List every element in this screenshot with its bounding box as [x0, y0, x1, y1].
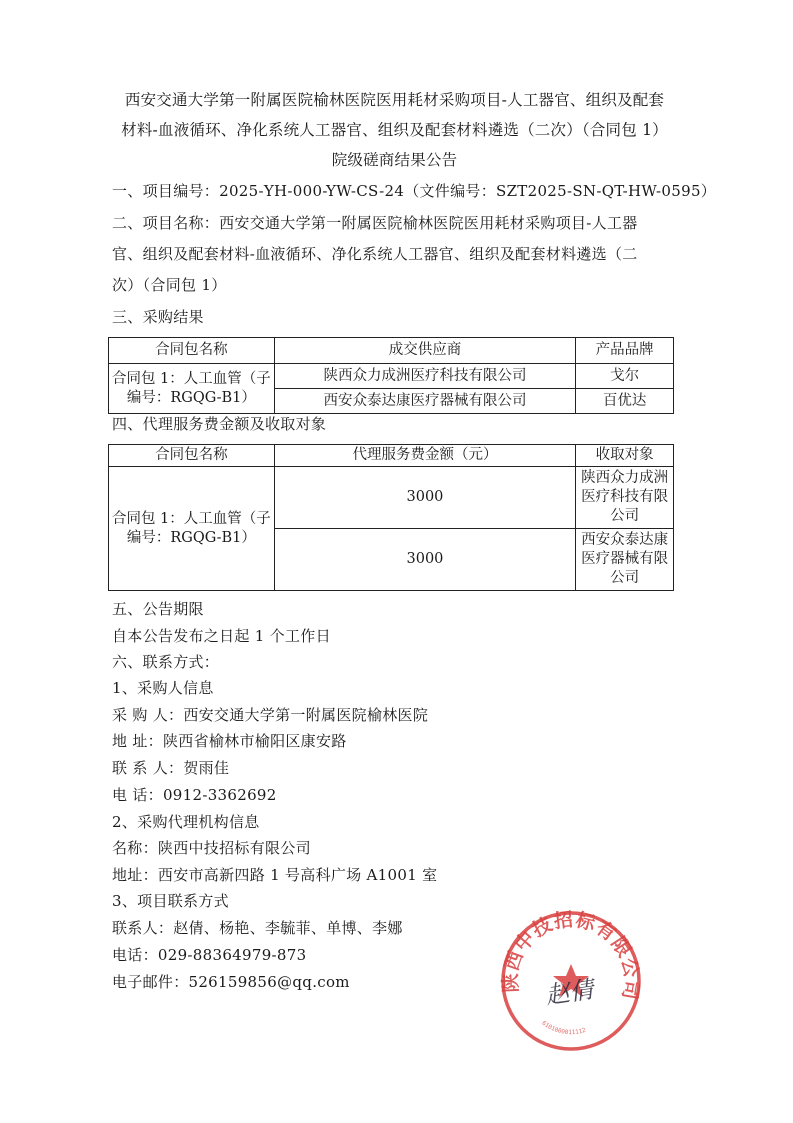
section-contact: 六、联系方式： — [112, 653, 220, 671]
project-phone: 电话：029-88364979-873 — [112, 946, 307, 964]
notice-period-text: 自本公告发布之日起 1 个工作日 — [112, 627, 331, 645]
agency-name: 名称：陕西中技招标有限公司 — [112, 839, 311, 857]
project-name-line-3: 次）（合同包 1） — [112, 276, 227, 294]
fee-header-amount: 代理服务费金额（元） — [274, 445, 575, 467]
results-package-cell: 合同包 1：人工血管（子编号：RGQG-B1） — [109, 364, 275, 414]
buyer-address: 地 址：陕西省榆林市榆阳区康安路 — [112, 732, 347, 750]
section-notice-period: 五、公告期限 — [112, 600, 204, 618]
project-contact-heading: 3、项目联系方式 — [112, 892, 229, 910]
svg-text:6101000011112 — [540, 1020, 587, 1037]
fee-package-cell: 合同包 1：人工血管（子编号：RGQG-B1） — [109, 467, 275, 591]
signature: 赵倩 — [543, 975, 596, 1010]
section-procurement-result: 三、采购结果 — [112, 308, 204, 326]
fee-table — [108, 444, 674, 591]
fee-header-package: 合同包名称 — [109, 445, 275, 467]
buyer-name: 采 购 人：西安交通大学第一附属医院榆林医院 — [112, 706, 429, 724]
company-seal — [496, 906, 646, 1056]
title-line-1: 西安交通大学第一附属医院榆林医院医用耗材采购项目-人工器官、组织及配套 — [124, 91, 665, 109]
results-table — [108, 337, 674, 414]
fee-payer-1: 陕西众力成洲医疗科技有限公司 — [576, 467, 674, 529]
buyer-phone: 电 话：0912-3362692 — [112, 786, 277, 804]
agency-address: 地址：西安市高新四路 1 号高科广场 A1001 室 — [112, 866, 438, 884]
project-contacts: 联系人：赵倩、杨艳、李毓菲、单博、李娜 — [112, 919, 403, 937]
fee-amount-1: 3000 — [274, 467, 575, 529]
results-supplier-2: 西安众泰达康医疗器械有限公司 — [274, 389, 575, 414]
results-header-package: 合同包名称 — [109, 338, 275, 364]
project-name-line-1: 二、项目名称：西安交通大学第一附属医院榆林医院医用耗材采购项目-人工器 — [112, 214, 638, 232]
seal-text: 陕西中技招标有限公司 — [499, 908, 643, 1003]
agency-info-heading: 2、采购代理机构信息 — [112, 813, 260, 831]
results-brand-1: 戈尔 — [576, 364, 674, 389]
fee-header-payer: 收取对象 — [576, 445, 674, 467]
project-email: 电子邮件：526159856@qq.com — [112, 973, 350, 991]
buyer-info-heading: 1、采购人信息 — [112, 679, 214, 697]
section-agency-fee: 四、代理服务费金额及收取对象 — [112, 415, 327, 433]
results-brand-2: 百优达 — [576, 389, 674, 414]
buyer-contact: 联 系 人：贺雨佳 — [112, 759, 230, 777]
title-line-3: 院级磋商结果公告 — [331, 151, 458, 169]
project-name-line-2: 官、组织及配套材料-血液循环、净化系统人工器官、组织及配套材料遴选（二 — [112, 245, 638, 263]
results-header-supplier: 成交供应商 — [274, 338, 575, 364]
fee-payer-2: 西安众泰达康医疗器械有限公司 — [576, 529, 674, 591]
results-header-brand: 产品品牌 — [576, 338, 674, 364]
seal-code: 6101000011112 — [540, 1019, 587, 1037]
results-supplier-1: 陕西众力成洲医疗科技有限公司 — [274, 364, 575, 389]
fee-amount-2: 3000 — [274, 529, 575, 591]
project-number: 一、项目编号：2025-YH-000-YW-CS-24（文件编号：SZT2025-SN-QT-HW-0595） — [112, 182, 717, 200]
title-line-2: 材料-血液循环、净化系统人工器官、组织及配套材料遴选（二次）（合同包 1） — [121, 121, 668, 139]
